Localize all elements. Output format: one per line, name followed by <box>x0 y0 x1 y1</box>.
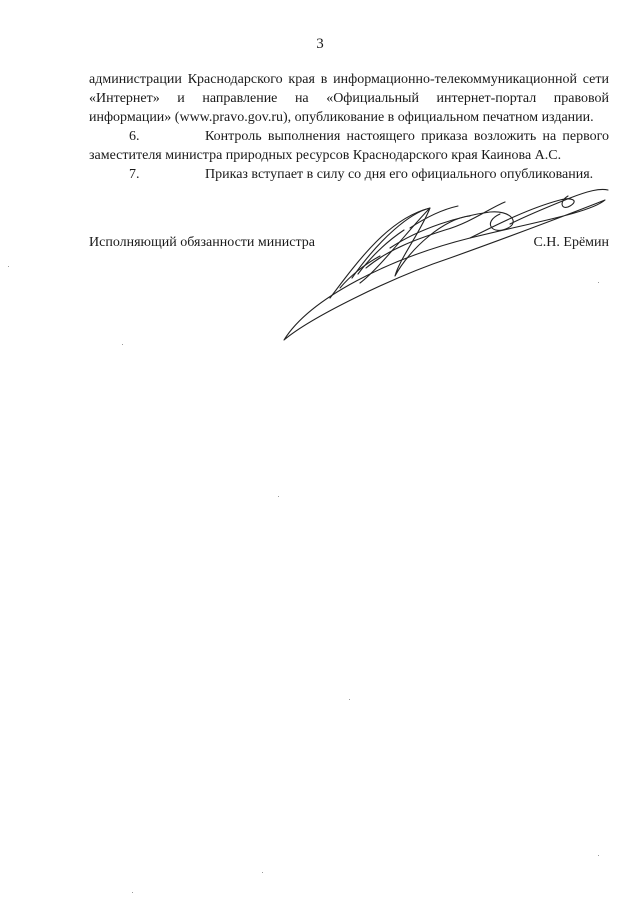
scan-speck <box>132 892 133 893</box>
scan-speck <box>122 344 123 345</box>
continued-paragraph: администрации Краснодарского края в информационно-телекоммуникационной сети «Интернет» и направление на «Официальный интернет-портал правовой информации» (www.pravo.gov.ru), опубликование в официальном печатном издании. <box>89 72 609 125</box>
body-text <box>89 70 609 184</box>
signatory-title: Исполняющий обязанности министра <box>89 235 315 250</box>
scan-speck <box>598 855 599 856</box>
signatory-name: С.Н. Ерёмин <box>533 235 609 250</box>
list-item-number: 7. <box>129 167 140 182</box>
scan-speck <box>349 699 350 700</box>
list-item-text: Контроль выполнения настоящего приказа возложить на первого <box>205 129 609 144</box>
scan-speck <box>262 872 263 873</box>
list-item-6 <box>89 127 609 165</box>
scan-speck <box>8 266 9 267</box>
scan-speck <box>598 282 599 283</box>
handwritten-signature <box>270 178 620 348</box>
page-number: 3 <box>316 36 324 52</box>
scan-speck <box>278 496 279 497</box>
list-item-number: 6. <box>129 129 140 144</box>
list-item-text: Приказ вступает в силу со дня его официального опубликования. <box>205 167 594 182</box>
list-item-text-continued: заместителя министра природных ресурсов Краснодарского края Каинова А.С. <box>89 148 562 163</box>
